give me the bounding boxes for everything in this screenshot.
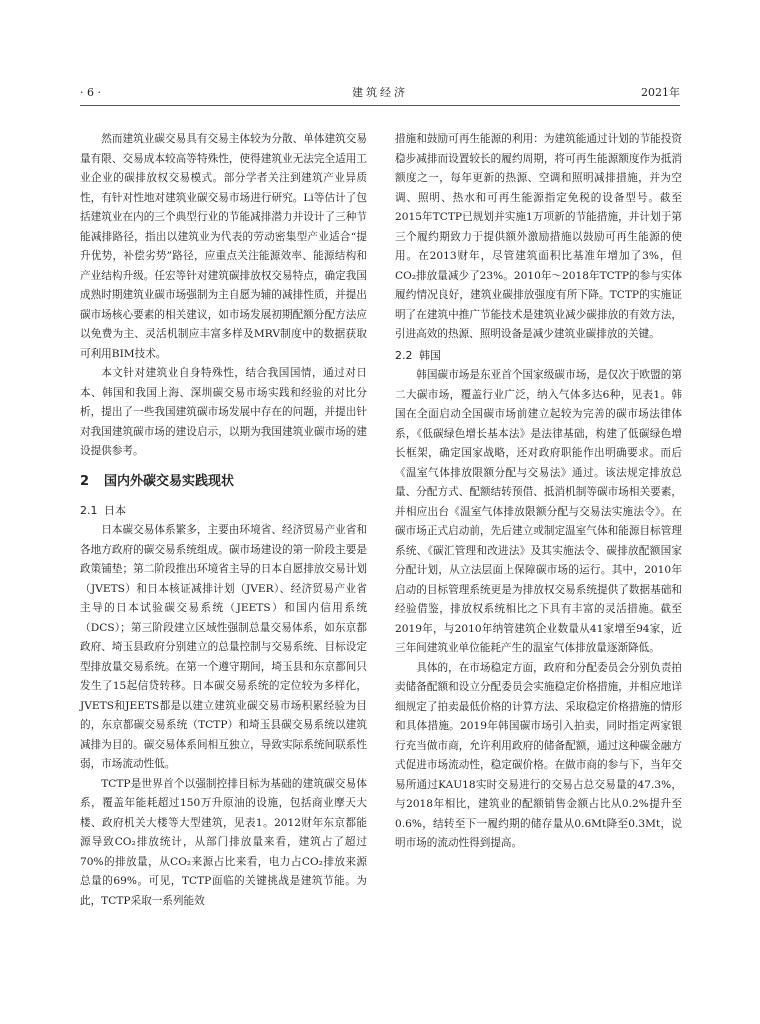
paragraph: 然而建筑业碳交易具有交易主体较为分散、单体建筑交易量有限、交易成本较高等特殊性，使得建筑业无法完全适用工业企业的碳排放权交易模式。部分学者关注到建筑产业异质性，有针对性地对建筑业碳交易市场进行研究。Li等估计了包括建筑业在内的三个典型行业的节能减排潜力并设计了三种节能减排路径，指出以建筑业为代表的劳动密集型产业适合“提升优势，补偿劣势”路径，应重点关注能源效率、能源结构和产业结构升级。任宏等针对建筑碳排放权交易特点，确定我国成熟时期建筑业碳市场强制为主自愿为辅的减排性质，并提出碳市场核心要素的相关建议，如市场发展初期配额分配方法应以免费为主、灵活机制应丰富多样及MRV制度中的数据获取可利用BIM技术。: [80, 133, 367, 360]
paragraph: 日本碳交易体系繁多，主要由环境省、经济贸易产业省和各地方政府的碳交易系统组成。碳市场建设的第一阶段主要是政策铺垫；第二阶段推出环境省主导的日本自愿排放交易计划（JVETS）和日本核证减排计划（JVER）、经济贸易产业省主导的日本试验碳交易系统（JEETS）和国内信用系统（DCS）；第三阶段建立区域性强制总量交易体系，如东京都政府、埼玉县政府分别建立的总量控制与交易系统、目标设定型排放量交易系统。在第一个遵守期间，埼玉县和东京都间只发生了15起信贷转移。日本碳交易系统的定位较为多样化，JVETS和JEETS都是以建立建筑业碳交易市场积累经验为目的，东京都碳交易系统（TCTP）和埼玉县碳交易系统以建筑减排为目的。碳交易体系间相互独立，导致实际系统间联系性弱，市场流动性低。: [80, 524, 367, 770]
page-header: [80, 80, 680, 104]
journal-name: 建筑经济: [352, 86, 408, 99]
paragraph: 具体的，在市场稳定方面，政府和分配委员会分别负责拍卖储备配额和设立分配委员会实施稳定价格措施，并相应地详细规定了拍卖最低价格的计算方法、采取稳定价格措施的情形和具体措施。2019年韩国碳市场引入拍卖，同时指定两家银行充当做市商，允许利用政府的储备配额，通过这种碳金融方式促进市场流动性，稳定碳价格。在做市商的参与下，当年交易所通过KAU18实时交易进行的交易占总交易量的47.3%，与2018年相比，建筑业的配额销售金额占比从0.2%提升至0.6%，结转至下一履约期的储存量从0.6Mt降至0.3Mt，说明市场的流动性得到提高。: [395, 661, 682, 849]
year: 2021年: [641, 86, 680, 99]
subsection-title: 韩国: [419, 348, 441, 362]
section-number: 2: [80, 473, 90, 489]
subsection-heading: [395, 346, 682, 366]
section-title: 国内外碳交易实践现状: [104, 473, 235, 489]
subsection-number: 2.2: [395, 348, 413, 362]
page-number: · 6 ·: [80, 85, 101, 99]
subsection-title: 日本: [104, 503, 126, 517]
header-rule: [80, 105, 680, 106]
left-column: [80, 130, 367, 911]
subsection-number: 2.1: [80, 503, 98, 517]
paragraph: 本文针对建筑业自身特殊性，结合我国国情，通过对日本、韩国和我国上海、深圳碳交易市场实践和经验的对比分析，提出了一些我国建筑碳市场发展中存在的问题，并提出针对我国建筑碳市场的建设启示，以期为我国建筑业碳市场的建设提供参考。: [80, 367, 367, 457]
right-column: [395, 130, 682, 854]
paragraph: TCTP是世界首个以强制控排目标为基础的建筑碳交易体系，覆盖年能耗超过150万升原油的设施，包括商业摩天大楼、政府机关大楼等大型建筑，见表1。2012财年东京都能源导致CO₂排放统计，从部门排放量来看，建筑占了超过70%的排放量，从CO₂来源占比来看，电力占CO₂排放来源总量的69%。可见，TCTP面临的关键挑战是建筑节能。为此，TCTP采取一系列能效: [80, 777, 367, 907]
paragraph: 措施和鼓励可再生能源的利用：为建筑能通过计划的节能投资稳步减排而设置较长的履约周期，将可再生能源额度作为抵消额度之一，每年更新的热源、空调和照明减排措施，并为空调、照明、热水和可再生能源指定免税的设备型号。截至2015年TCTP已规划并实施1万项新的节能措施，并计划于第三个履约期致力于提供额外激励措施以鼓励可再生能源的使用。在2013财年，尽管建筑面积比基准年增加了3%，但CO₂排放量减少了23%。2010年～2018年TCTP的参与实体履约情况良好，建筑业碳排放强度有所下降。TCTP的实施证明了在建筑中推广节能技术是建筑业减少碳排放的有效方法，引进高效的热源、照明设备是减少建筑业碳排放的关键。: [395, 133, 682, 340]
subsection-heading: [80, 501, 367, 521]
paragraph: 韩国碳市场是东亚首个国家级碳市场，是仅次于欧盟的第二大碳市场，覆盖行业广泛，纳入气体多达6种，见表1。韩国在全面启动全国碳市场前建立起较为完善的碳市场法律体系，《低碳绿色增长基本法》是法律基础，构建了低碳绿色增长框架，确定国家战略，还对政府职能作出明确要求。而后《温室气体排放限额分配与交易法》通过。该法规定排放总量、分配方式、配额结转预借、抵消机制等碳市场相关要素，并相应出台《温室气体排放限额分配与交易法实施法令》。在碳市场正式启动前，先后建立或制定温室气体和能源目标管理系统、《碳汇管理和改进法》及其实施法令、碳排放配额国家分配计划，从立法层面上保障碳市场的运行。其中，2010年启动的目标管理系统更是为排放权交易系统提供了数据基础和经验借鉴，排放权系统相比之下具有丰富的灵活措施。截至2019年，与2010年纳管建筑企业数量从41家增至94家，近三年间建筑业单位能耗产生的温室气体排放量逐渐降低。: [395, 369, 682, 654]
section-heading: [80, 471, 367, 493]
